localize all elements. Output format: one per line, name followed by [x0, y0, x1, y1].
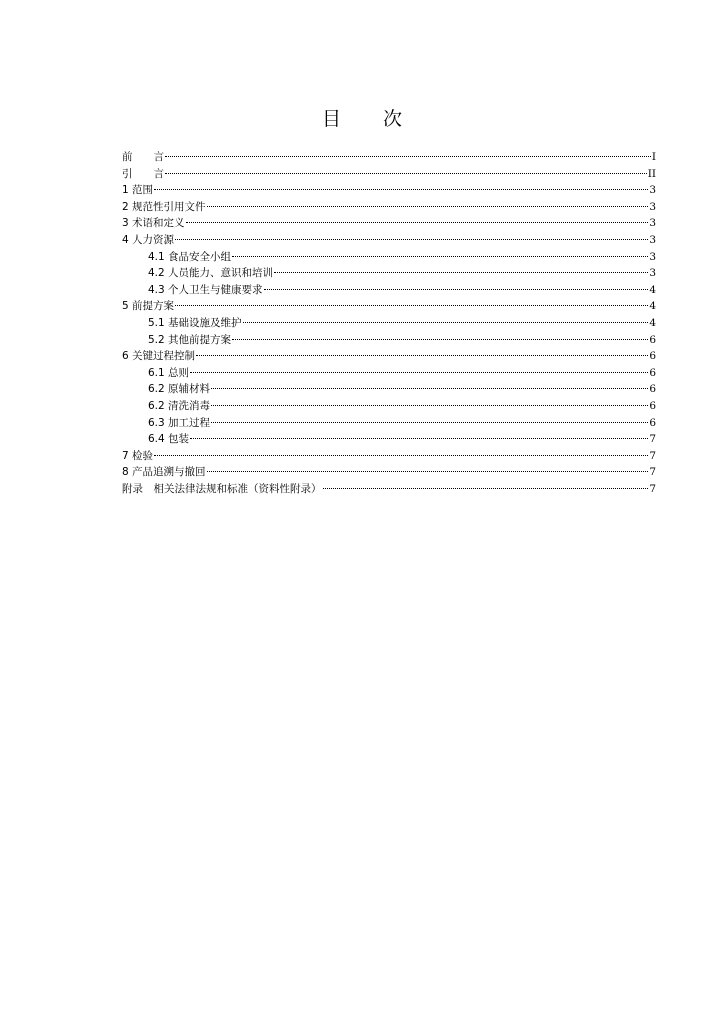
- toc-entry[interactable]: [122, 282, 656, 299]
- toc-entry-page-number: 6: [649, 350, 656, 363]
- toc-entry-page-number: 3: [649, 233, 656, 246]
- toc-entry-page-number: 6: [649, 416, 656, 429]
- toc-entry[interactable]: [122, 365, 656, 382]
- toc-entry-label: 5 前提方案: [122, 300, 175, 313]
- toc-entry-page-number: 6: [649, 383, 656, 396]
- dot-leader: [207, 470, 649, 472]
- toc-entry-page-number: 3: [649, 217, 656, 230]
- toc-entry-page-number: II: [647, 167, 656, 180]
- toc-entry-label: 5.1 基础设施及维护: [148, 316, 242, 329]
- page-title: 目 次: [321, 108, 421, 130]
- toc-entry[interactable]: [122, 431, 656, 448]
- dot-leader: [165, 155, 651, 157]
- toc-entry[interactable]: [122, 215, 656, 232]
- toc-entry[interactable]: [122, 481, 656, 498]
- dot-leader: [211, 421, 648, 423]
- dot-leader: [274, 271, 648, 273]
- dot-leader: [211, 404, 648, 406]
- dot-leader: [323, 487, 649, 489]
- toc-entry[interactable]: [122, 265, 656, 282]
- toc-entry-page-number: 3: [649, 250, 656, 263]
- toc-entry[interactable]: [122, 348, 656, 365]
- dot-leader: [154, 188, 648, 190]
- dot-leader: [232, 255, 648, 257]
- toc-entry-page-number: 7: [649, 466, 656, 479]
- toc-entry[interactable]: [122, 232, 656, 249]
- toc-entry[interactable]: [122, 249, 656, 266]
- dot-leader: [175, 304, 648, 306]
- toc-entry-label: 6.2 清洗消毒: [148, 399, 211, 412]
- toc-entry-page-number: 7: [649, 449, 656, 462]
- toc-entry-label: 3 术语和定义: [122, 217, 185, 230]
- toc-entry-label: 附录 相关法律法规和标准（资料性附录）: [122, 482, 322, 495]
- toc-entry-label: 8 产品追溯与撤回: [122, 466, 206, 479]
- toc-entry[interactable]: [122, 381, 656, 398]
- toc-entry-label: 6.2 原辅材料: [148, 383, 211, 396]
- toc-entry-label: 4.3 个人卫生与健康要求: [148, 283, 263, 296]
- toc-entry[interactable]: [122, 315, 656, 332]
- dot-leader: [243, 321, 649, 323]
- toc-entry[interactable]: [122, 166, 656, 183]
- toc-entry-page-number: 6: [649, 399, 656, 412]
- toc-entry-label: 7 检验: [122, 449, 154, 462]
- toc-entry[interactable]: [122, 149, 656, 166]
- toc-entry-page-number: 6: [649, 333, 656, 346]
- toc-entry-label: 5.2 其他前提方案: [148, 333, 232, 346]
- toc-entry[interactable]: [122, 332, 656, 349]
- toc-entry-page-number: 7: [649, 482, 656, 495]
- toc-entry-page-number: 6: [649, 366, 656, 379]
- toc-entry-page-number: 3: [649, 184, 656, 197]
- toc-entry-page-number: 4: [649, 283, 656, 296]
- dot-leader: [211, 387, 648, 389]
- dot-leader: [154, 454, 648, 456]
- toc-entry[interactable]: [122, 415, 656, 432]
- toc-entry-page-number: 3: [649, 200, 656, 213]
- toc-entry-page-number: 7: [649, 433, 656, 446]
- toc-entry[interactable]: [122, 464, 656, 481]
- dot-leader: [190, 371, 648, 373]
- dot-leader: [165, 172, 647, 174]
- toc-entry-label: 2 规范性引用文件: [122, 200, 206, 213]
- dot-leader: [207, 205, 649, 207]
- toc-entry-label: 前 言: [122, 151, 164, 163]
- toc-entry[interactable]: [122, 182, 656, 199]
- toc-entry[interactable]: [122, 298, 656, 315]
- toc-entry[interactable]: [122, 398, 656, 415]
- toc-entry-label: 1 范围: [122, 184, 154, 197]
- toc-entry-label: 4.2 人员能力、意识和培训: [148, 267, 274, 280]
- dot-leader: [196, 354, 648, 356]
- dot-leader: [264, 288, 649, 290]
- toc-entry-page-number: I: [651, 151, 656, 163]
- toc-entry-page-number: 3: [649, 267, 656, 280]
- toc-entry-page-number: 4: [649, 300, 656, 313]
- dot-leader: [175, 238, 648, 240]
- toc-entry-label: 6 关键过程控制: [122, 350, 196, 363]
- toc-entry-label: 6.3 加工过程: [148, 416, 211, 429]
- toc-entry-label: 6.4 包装: [148, 433, 190, 446]
- toc-entry[interactable]: [122, 199, 656, 216]
- dot-leader: [190, 437, 648, 439]
- toc-entry-label: 6.1 总则: [148, 366, 190, 379]
- toc-entry-label: 引 言: [122, 167, 164, 180]
- toc-entry-label: 4 人力资源: [122, 233, 175, 246]
- toc-entry-label: 4.1 食品安全小组: [148, 250, 232, 263]
- table-of-contents: [122, 149, 656, 497]
- dot-leader: [232, 338, 648, 340]
- toc-entry[interactable]: [122, 448, 656, 465]
- toc-entry-page-number: 4: [649, 316, 656, 329]
- dot-leader: [186, 221, 649, 223]
